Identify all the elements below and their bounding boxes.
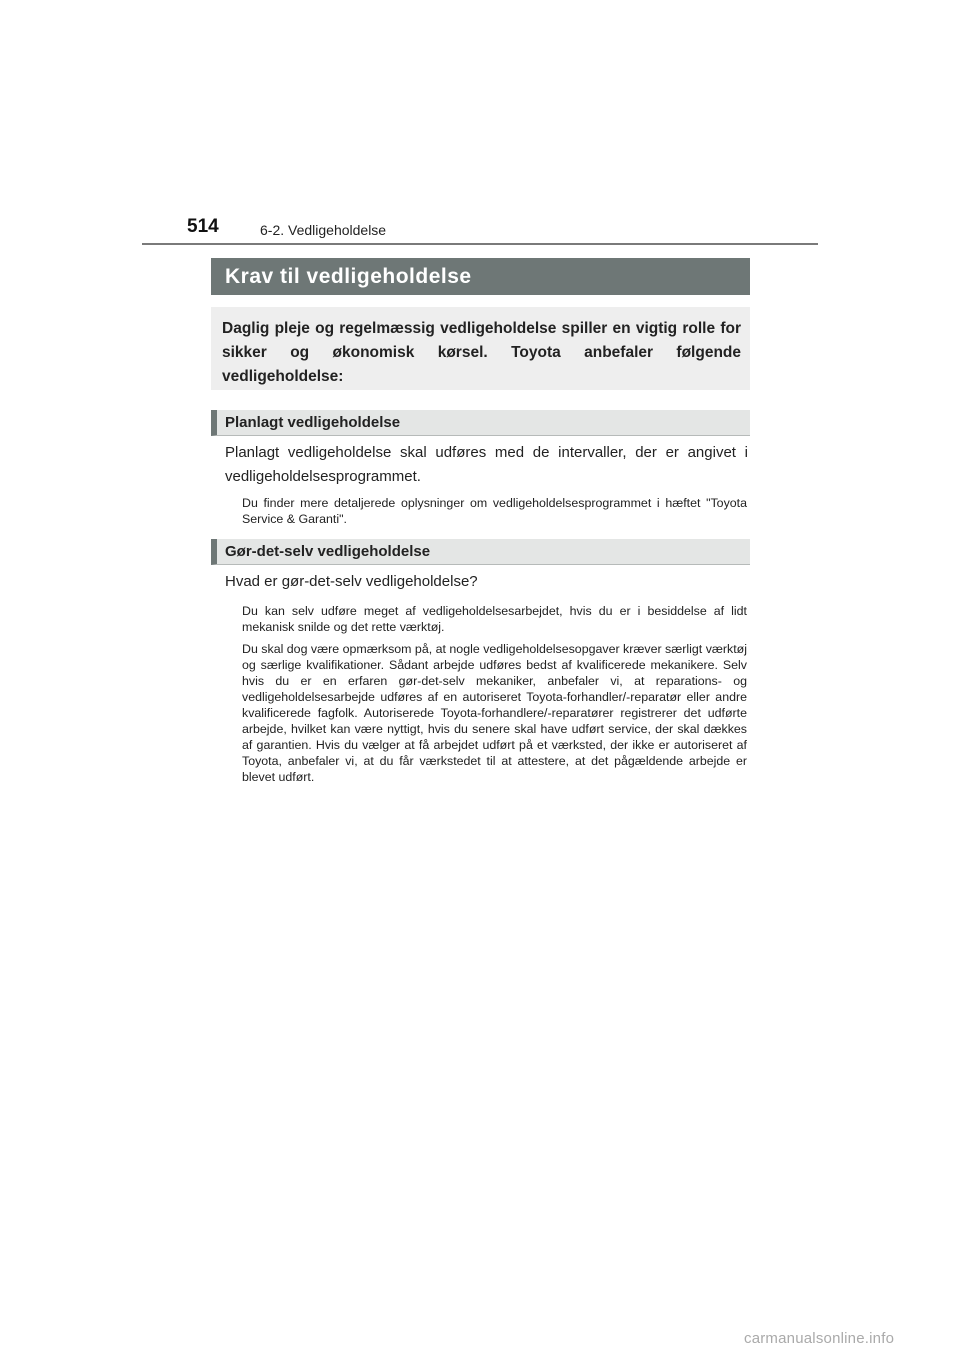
scheduled-maintenance-note: Du finder mere detaljerede oplysninger om vedligeholdelsesprogrammet i hæftet "Toyota Service & Garanti". bbox=[242, 496, 747, 526]
page-title: Krav til vedligeholdelse bbox=[211, 258, 750, 295]
intro-box: Daglig pleje og regelmæssig vedligeholdelse spiller en vigtig rolle for sikker og økonomisk kørsel. Toyota anbefaler følgende vedligeholdelse: bbox=[211, 307, 750, 390]
subheading-diy-maintenance: Gør-det-selv vedligeholdelse bbox=[211, 539, 750, 565]
watermark: carmanualsonline.info bbox=[744, 1330, 895, 1347]
header-rule bbox=[142, 243, 818, 245]
section-reference: 6-2. Vedligeholdelse bbox=[260, 222, 387, 238]
page-number: 514 bbox=[187, 216, 219, 237]
diy-maintenance-lead: Hvad er gør-det-selv vedligeholdelse? bbox=[225, 573, 478, 590]
diy-maintenance-paragraph: Du skal dog være opmærksom på, at nogle vedligeholdelsesopgaver kræver særligt værktøj og særlige kvalifikationer. Sådant arbejde udføres bedst af kvalificerede mekanikere. Selv hvis du er en erfaren gør-det-selv mekaniker, anbefaler vi, at reparations- og vedligeholdelsesarbejde udføres af en autoriseret Toyota-forhandler/-reparatør eller andre kvalificerede fagfolk. Autoriserede Toyota-forhandlere/-reparatører registrerer det udførte arbejde, hvilket kan være nyttigt, hvis du senere skal have udført service, der skal dækkes af garantien. Hvis du vælger at få arbejdet udført på et værksted, der ikke er autoriseret af Toyota, anbefaler vi, at du får værkstedet til at attestere, at det pågældende arbejde er blevet udført. bbox=[242, 642, 747, 784]
scheduled-maintenance-lead: Planlagt vedligeholdelse skal udføres med de intervaller, der er angivet i vedligeholdelsesprogrammet. bbox=[225, 444, 748, 485]
subheading-scheduled-maintenance: Planlagt vedligeholdelse bbox=[211, 410, 750, 436]
diy-maintenance-paragraph: Du kan selv udføre meget af vedligeholdelsesarbejdet, hvis du er i besiddelse af lidt mekanisk snilde og det rette værktøj. bbox=[242, 604, 747, 634]
